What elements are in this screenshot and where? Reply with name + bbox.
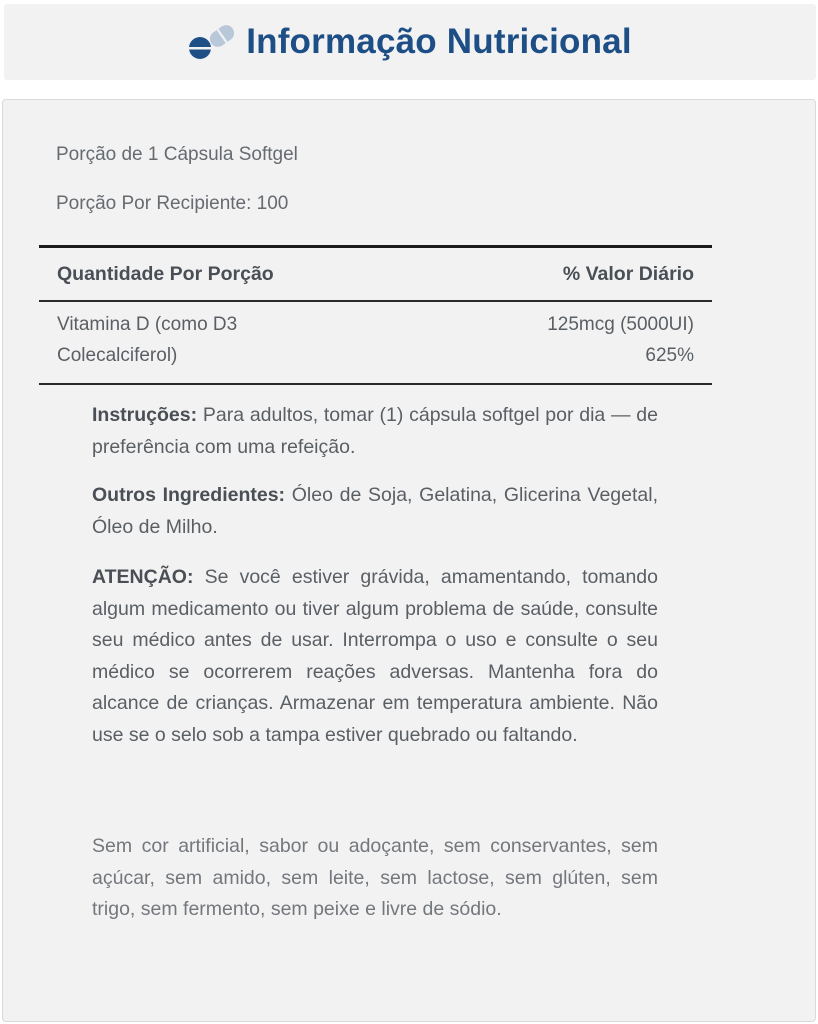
servings-per-container: Porção Por Recipiente: 100: [56, 193, 289, 214]
nutrient-name: [57, 309, 237, 371]
instructions-text: Para adultos, tomar (1) cápsula softgel por dia — de preferência com uma refeição.: [92, 404, 658, 458]
other-ingredients-label: Outros Ingredientes:: [92, 484, 286, 506]
free-from-section: [92, 831, 658, 926]
warning-section: [92, 562, 658, 751]
other-ingredients-section: [92, 480, 658, 543]
page-header: [4, 4, 816, 80]
page-title: Informação Nutricional: [246, 22, 632, 61]
daily-value-header: % Valor Diário: [562, 262, 694, 285]
capsule-logo-icon: [188, 21, 236, 61]
nutrition-panel: [2, 99, 816, 1022]
serving-size: Porção de 1 Cápsula Softgel: [56, 144, 298, 165]
nutrient-daily-value: 625%: [645, 345, 694, 366]
nutrition-table: [39, 245, 712, 385]
nutrient-name-line1: Vitamina D (como D3: [57, 314, 238, 335]
warning-label: ATENÇÃO:: [92, 566, 194, 588]
instructions-section: [92, 400, 658, 463]
other-ingredients-text: Óleo de Soja, Gelatina, Glicerina Vegetal, Óleo de Milho.: [92, 484, 658, 538]
nutrient-name-line2: Colecalciferol): [57, 345, 178, 366]
warning-text: Se você estiver grávida, amamentando, tomando algum medicamento ou tiver algum problema de saúde, consulte seu médico antes de usar. Interrompa o uso e consulte o seu médico se ocorrerem reações adversas. Mantenha fora do alcance de crianças. Armazenar em temperatura ambiente. Não use se o selo sob a tampa estiver quebrado ou faltando.: [92, 566, 659, 746]
nutrient-values: [547, 309, 694, 371]
nutrient-amount: 125mcg (5000UI): [547, 314, 694, 335]
instructions-label: Instruções:: [92, 404, 198, 426]
table-row: [39, 302, 712, 383]
table-bottom-rule: [39, 383, 712, 385]
free-from-text: Sem cor artificial, sabor ou adoçante, sem conservantes, sem açúcar, sem amido, sem leite, sem lactose, sem glúten, sem trigo, sem fermento, sem peixe e livre de sódio.: [92, 835, 658, 920]
amount-per-serving-header: Quantidade Por Porção: [57, 262, 274, 285]
table-header: [39, 248, 712, 300]
